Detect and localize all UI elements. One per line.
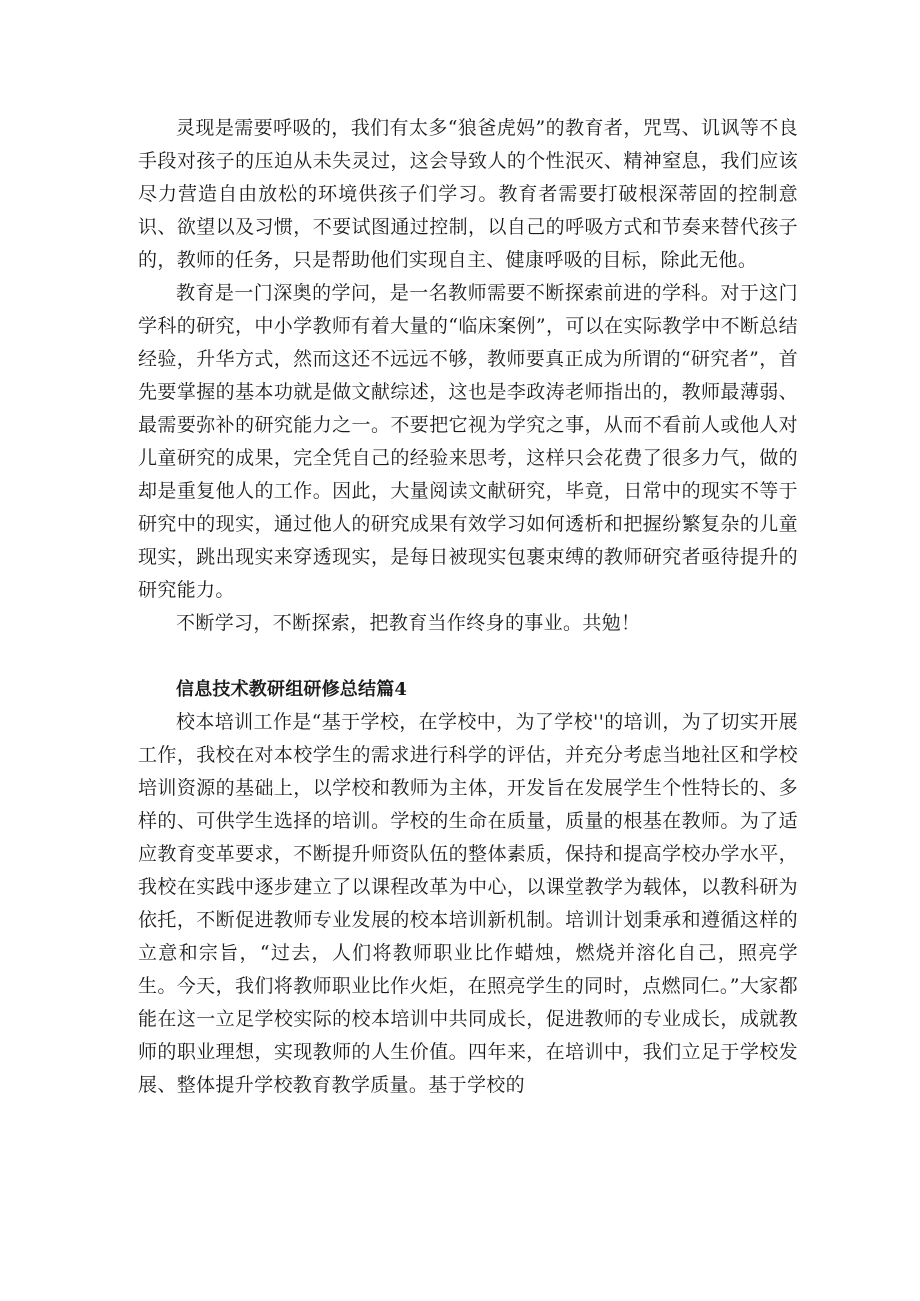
paragraph-school-training: 校本培训工作是“基于学校，在学校中，为了学校''的培训，为了切实开展工作，我校在对本校学生的需求进行科学的评估，并充分考虑当地社区和学校培训资源的基础上，以学校和教师为主体，开发旨在发展学生个性特长的、多样的、可供学生选择的培训。学校的生命在质量，质量的根基在教师。为了适应教育变革要求，不断提升师资队伍的整体素质，保持和提高学校办学水平，我校在实践中逐步建立了以课程改革为中心，以课堂教学为载体，以教科研为依托，不断促进教师专业发展的校本培训新机制。培训计划秉承和遵循这样的立意和宗旨，“过去，人们将教师职业比作蜡烛，燃烧并溶化自己，照亮学生。今天，我们将教师职业比作火炬，在照亮学生的同时，点燃同仁。”大家都能在这一立足学校实际的校本培训中共同成长，促进教师的专业成长，成就教师的职业理想，实现教师的人生价值。四年来，在培训中，我们立足于学校发展、整体提升学校教育教学质量。基于学校的 <box>138 711 798 1096</box>
document-body <box>138 112 798 1102</box>
section-heading: 信息技术教研组研修总结篇4 <box>176 679 408 700</box>
paragraph-research: 教育是一门深奥的学问，是一名教师需要不断探索前进的学科。对于这门学科的研究，中小学教师有着大量的“临床案例”，可以在实际教学中不断总结经验，升华方式，然而这还不远远不够，教师要真正成为所谓的“研究者”，首先要掌握的基本功就是做文献综述，这也是李政涛老师指出的，教师最薄弱、最需要弥补的研究能力之一。不要把它视为学究之事，从而不看前人或他人对儿童研究的成果，完全凭自己的经验来思考，这样只会花费了很多力气，做的却是重复他人的工作。因此，大量阅读文献研究，毕竟，日常中的现实不等于研究中的现实，通过他人的研究成果有效学习如何透析和把握纷繁复杂的儿童现实，跳出现实来穿透现实，是每日被现实包裹束缚的教师研究者亟待提升的研究能力。 <box>138 282 798 601</box>
paragraph-encouragement: 不断学习，不断探索，把教育当作终身的事业。共勉！ <box>176 612 641 634</box>
paragraph-breathing: 灵现是需要呼吸的，我们有太多“狼爸虎妈”的教育者，咒骂、讥讽等不良手段对孩子的压迫从未失灵过，这会导致人的个性泯灭、精神窒息，我们应该尽力营造自由放松的环境供孩子们学习。教育者需要打破根深蒂固的控制意识、欲望以及习惯，不要试图通过控制，以自己的呼吸方式和节奏来替代孩子的，教师的任务，只是帮助他们实现自主、健康呼吸的目标，除此无他。 <box>138 117 798 271</box>
